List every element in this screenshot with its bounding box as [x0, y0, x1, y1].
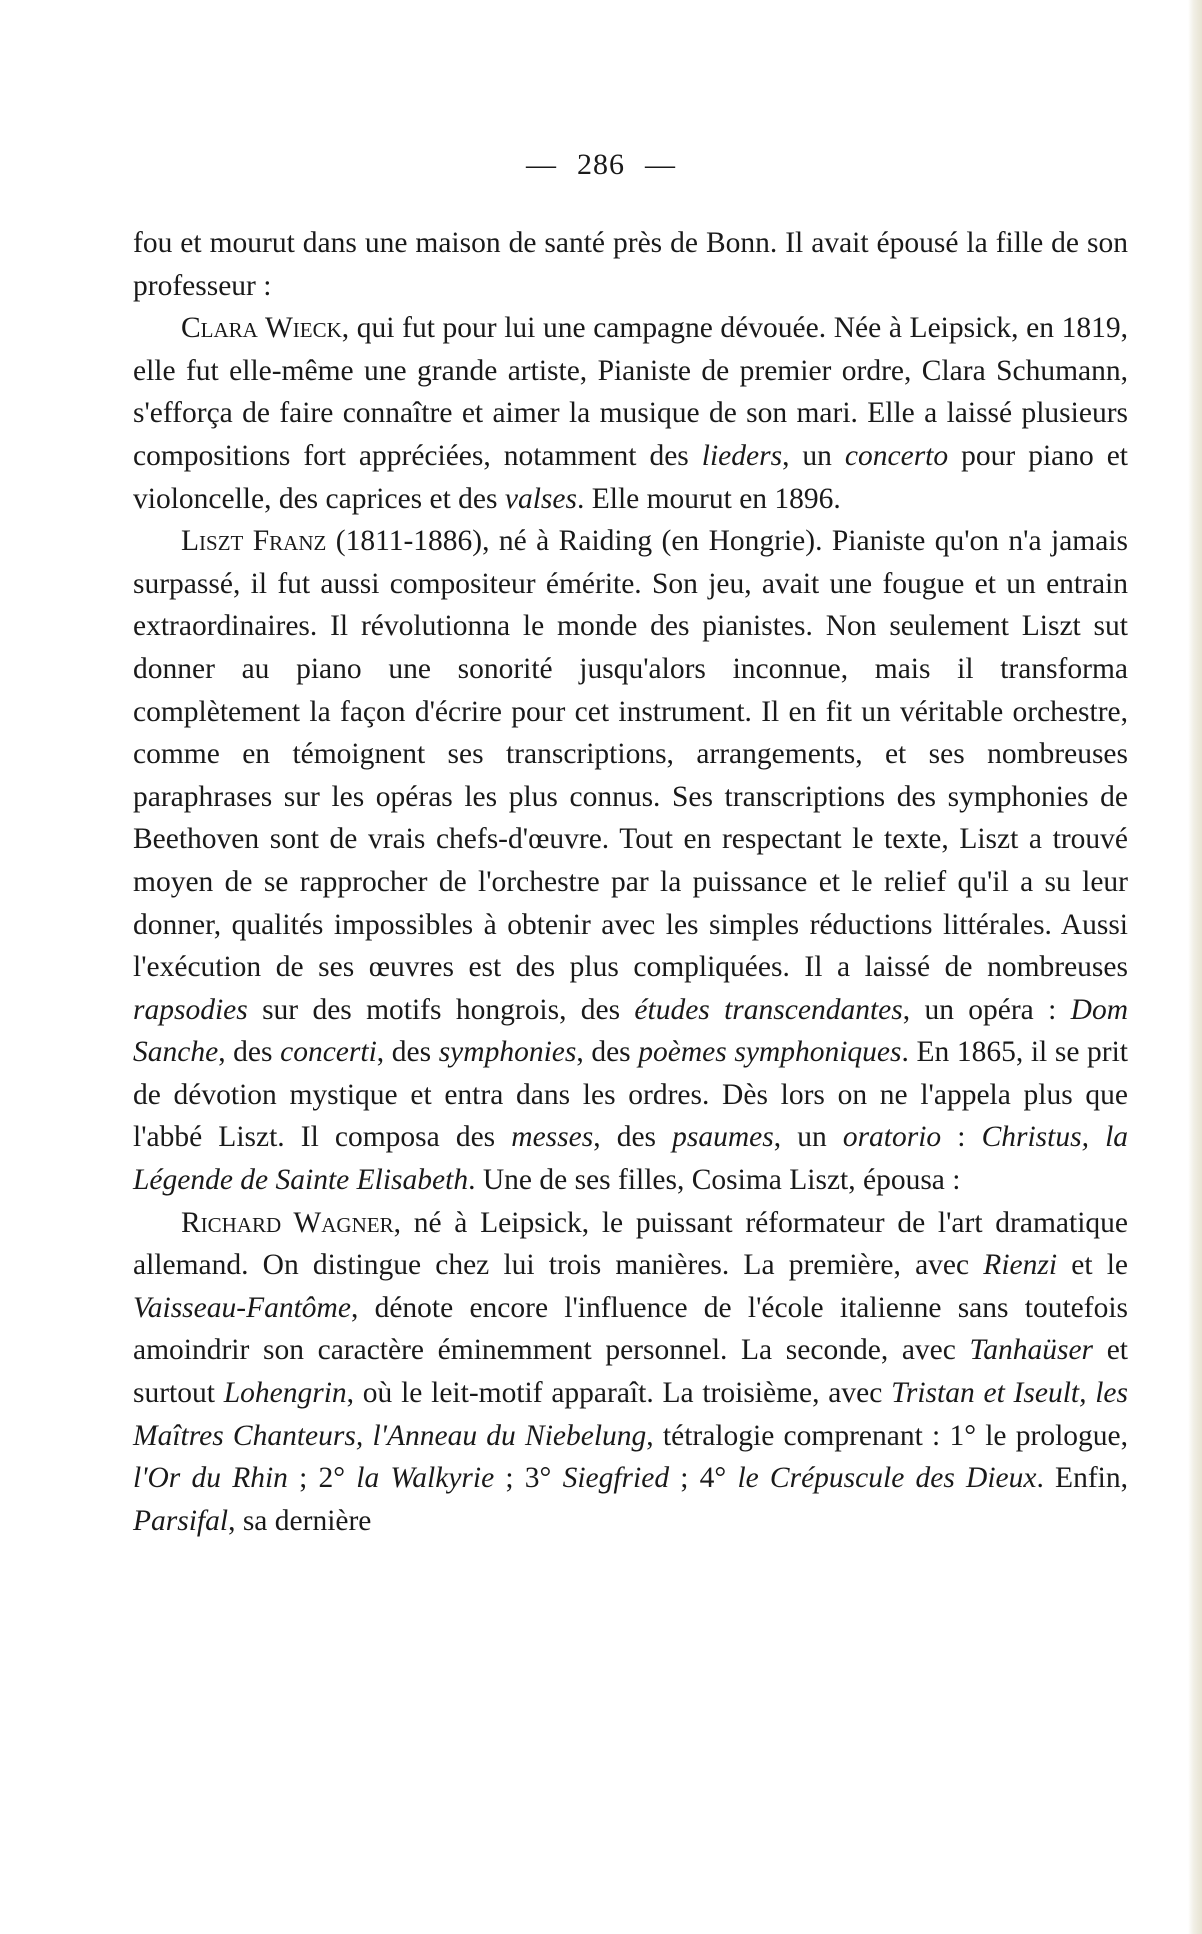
header-dash-right: —: [645, 148, 676, 181]
text-run: , dénote encore l'influence de l'école italienne sans toutefois amoindrir son caractère éminemment personnel. La seconde, avec: [133, 1291, 1128, 1367]
text-run: et le: [1057, 1249, 1128, 1282]
text-run: , des: [576, 1036, 639, 1069]
text-run: ; 4°: [669, 1462, 738, 1495]
text-run: :: [941, 1121, 982, 1154]
text-run: , un: [773, 1121, 843, 1154]
page-header: [0, 148, 1202, 182]
text-run: fou et mourut dans une maison de santé près de Bonn. Il avait épousé la fille de son professeur :: [133, 227, 1128, 302]
text-run: , sa dernière: [228, 1504, 372, 1537]
text-run: , où le leit-motif apparaît. La troisième, avec: [346, 1377, 892, 1410]
italic-text: lieders: [701, 439, 783, 472]
text-run: , des: [593, 1121, 673, 1154]
text-run: , qui fut pour lui une campagne dévouée. Née à Leipsick, en 1819, elle fut elle-même une grande artiste, Pianiste de premier ordre, Clara Schumann, s'efforça de faire connaître et aimer la musique de son mari. Elle a laissé plusieurs compositions fort appréciées, notamment des: [133, 312, 1128, 472]
header-dash-left: —: [526, 148, 557, 181]
italic-text: concerto: [844, 439, 949, 472]
paragraph: [133, 307, 1128, 520]
italic-text: concerti: [280, 1036, 377, 1069]
italic-text: études transcendantes: [634, 993, 903, 1026]
text-run: sur des motifs hongrois, des: [247, 993, 635, 1026]
italic-text: la Walkyrie: [356, 1462, 495, 1495]
text-run: pour piano et violoncelle, des caprices et des: [133, 439, 1129, 515]
italic-text: Rienzi: [983, 1249, 1058, 1282]
italic-text: Christus, la Légende de Sainte Elisabeth: [133, 1121, 1129, 1197]
text-run: , des: [376, 1036, 439, 1069]
italic-text: oratorio: [842, 1121, 942, 1154]
text-run: , des: [218, 1036, 281, 1069]
italic-text: psaumes: [672, 1121, 774, 1154]
italic-text: poèmes symphoniques: [638, 1036, 902, 1069]
italic-text: symphonies: [438, 1036, 577, 1069]
text-run: ; 2°: [287, 1462, 357, 1495]
italic-text: Dom Sanche: [133, 993, 1128, 1069]
text-run: (1811-1886), né à Raiding (en Hongrie). Pianiste qu'on n'a jamais surpassé, il fut aussi compositeur émérite. Son jeu, avait une fougue et un entrain extraordinaires. Il révolutionna le monde des pianistes. Non seulement Liszt sut donner au piano une sonorité jusqu'alors inconnue, mais il transforma complètement la façon d'écrire pour cet instrument. Il en fit un véritable orchestre, comme en témoignent ses transcriptions, arrangements, et ses nombreuses paraphrases sur les opéras les plus connus. Ses transcriptions des symphonies de Beethoven sont de vrais chefs-d'œuvre. Tout en respectant le texte, Liszt a trouvé moyen de se rapprocher de l'orchestre par la puissance et le relief qu'il a su leur donner, qualités impossibles à obtenir avec les simples réductions littérales. Aussi l'exécution de ses œuvres est des plus compliquées. Il a laissé de nombreuses: [133, 525, 1129, 984]
text-run: . Enfin,: [1036, 1462, 1128, 1495]
page-number: 286: [577, 148, 625, 181]
text-run: et surtout: [133, 1334, 1128, 1410]
paragraph: [133, 222, 1128, 307]
italic-text: le Crépuscule des Dieux: [737, 1462, 1037, 1495]
italic-text: rapsodies: [133, 993, 248, 1026]
italic-text: messes: [511, 1121, 594, 1154]
italic-text: Lohengrin: [223, 1377, 347, 1410]
text-run: . En 1865, il se prit de dévotion mystique et entra dans les ordres. Dès lors on ne l'appela plus que l'abbé Liszt. Il composa des: [133, 1036, 1128, 1154]
italic-text: Parsifal: [133, 1504, 229, 1537]
paragraph: [133, 520, 1128, 1202]
italic-text: l'Or du Rhin: [133, 1462, 288, 1495]
italic-text: Tristan et Iseult, les Maîtres Chanteurs, l'Anneau du Niebelung: [133, 1377, 1128, 1452]
italic-text: Vaisseau-Fantôme: [133, 1291, 351, 1324]
body-text: [133, 222, 1128, 1542]
text-run: . Une de ses filles, Cosima Liszt, épousa :: [468, 1164, 961, 1197]
italic-text: valses: [504, 482, 577, 515]
text-run: , un: [782, 439, 845, 472]
name-heading: Richard Wagner: [181, 1206, 394, 1239]
text-run: ; 3°: [494, 1462, 563, 1495]
paragraph: [133, 1202, 1128, 1543]
page-edge: [1188, 0, 1202, 1934]
text-run: , tétralogie comprenant : 1° le prologue,: [646, 1419, 1128, 1452]
text-run: , un opéra :: [902, 993, 1071, 1026]
text-run: . Elle mourut en 1896.: [576, 482, 841, 515]
italic-text: Tanhaüser: [969, 1334, 1094, 1367]
italic-text: Siegfried: [562, 1462, 670, 1495]
name-heading: Liszt Franz: [181, 525, 327, 558]
name-heading: Clara Wieck: [181, 312, 342, 345]
text-run: , né à Leipsick, le puissant réformateur de l'art dramatique allemand. On distingue chez lui trois manières. La première, avec: [133, 1206, 1128, 1282]
